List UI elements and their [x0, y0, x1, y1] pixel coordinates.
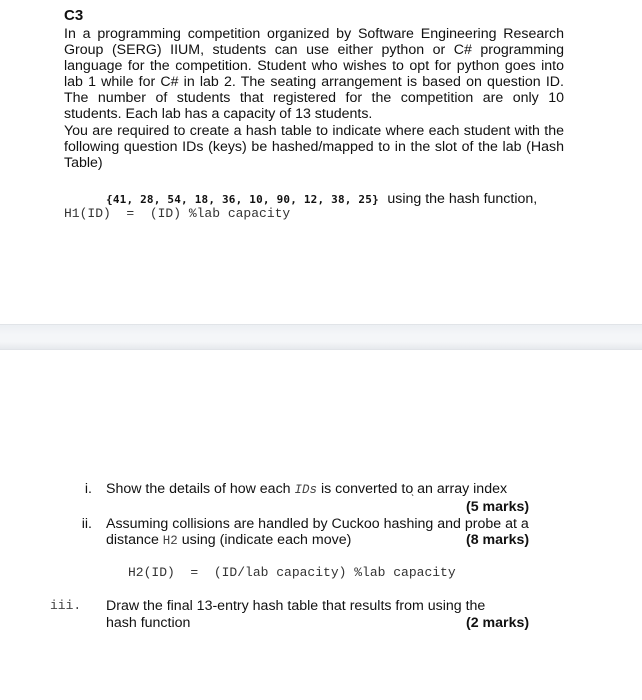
- subquestion-1-text-before: Show the details of how each: [106, 481, 295, 497]
- keys-suffix: using the hash function,: [387, 191, 538, 207]
- subquestion-2-line-2: [106, 532, 351, 550]
- page-separator-band: [0, 324, 642, 350]
- h2-hash-function: H2(ID) = (ID/lab capacity) %lab capacity: [128, 565, 456, 580]
- subquestion-2-line-1: Assuming collisions are handled by Cuckoo hashing and probe at a: [106, 516, 529, 532]
- subquestion-3-number: iii.: [50, 598, 82, 613]
- ids-code: IDs: [294, 483, 318, 497]
- subquestion-3-line-1: Draw the final 13-entry hash table that results from using the: [106, 598, 486, 614]
- h1-hash-function: H1(ID) = (ID) %lab capacity: [64, 206, 291, 221]
- subquestion-2-text-before: distance: [106, 532, 163, 548]
- subquestion-1-marks: (5 marks): [466, 499, 530, 515]
- subquestion-2-text-after: using (indicate each move): [177, 532, 352, 548]
- question-id-keys: {41, 28, 54, 18, 36, 10, 90, 12, 38, 25}: [106, 193, 379, 206]
- subquestion-3-line-2: hash function: [106, 615, 191, 631]
- question-description: [64, 26, 564, 171]
- subquestion-1-text-after: is converted to an array index: [317, 481, 508, 497]
- subquestion-2-number: ii.: [81, 516, 92, 532]
- subquestion-1-number: i.: [84, 481, 92, 497]
- h2-code: H2: [162, 534, 178, 548]
- subquestion-3-marks: (2 marks): [466, 615, 530, 631]
- question-heading: C3: [64, 7, 84, 24]
- paragraph-task: You are required to create a hash table to indicate where each student with the following question IDs (keys) be hashed/mapped to in the slot of the lab (Hash Table): [64, 122, 564, 171]
- stray-mark: ˋ: [411, 494, 415, 505]
- subquestion-1-text: [106, 481, 526, 499]
- paragraph-competition: In a programming competition organized by Software Engineering Research Group (SERG) IIUM, students can use either python or C# programming language for the competition. Student who wishes to opt for python goes into lab 1 while for C# in lab 2. The seating arrangement is based on question ID. The number of students that registered for the competition are only 10 students. Each lab has a capacity of 13 students.: [64, 26, 564, 123]
- subquestion-2-marks: (8 marks): [466, 532, 530, 548]
